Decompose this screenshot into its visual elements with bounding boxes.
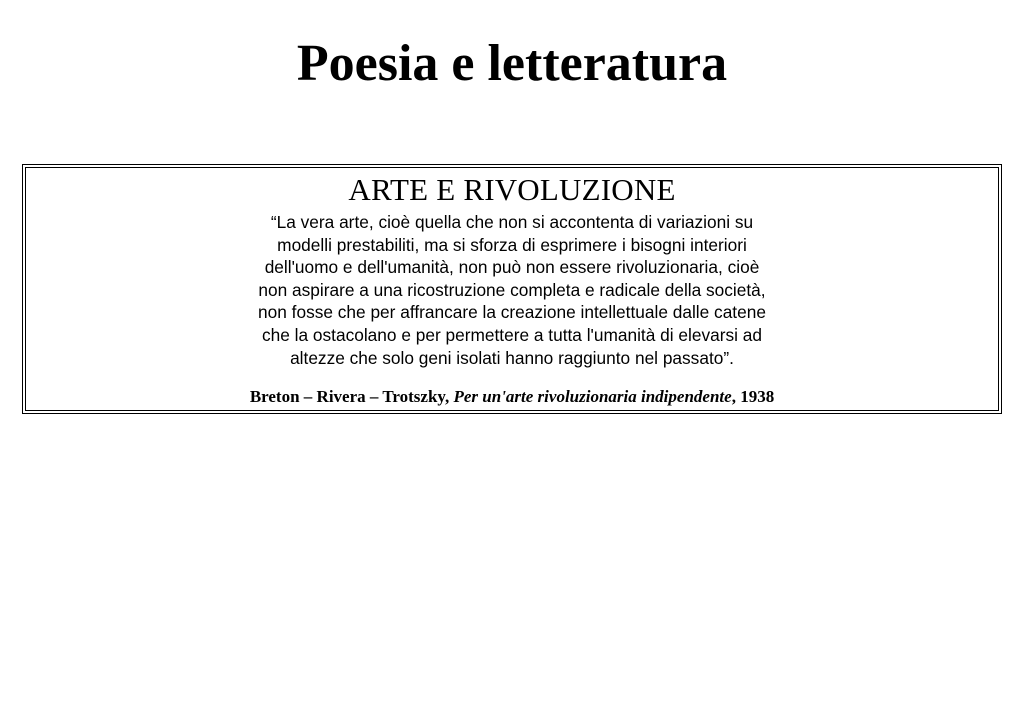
quote-text [23, 211, 1001, 369]
box-heading: ARTE E RIVOLUZIONE [348, 172, 676, 207]
citation-work: Per un'arte rivoluzionaria indipendente [453, 387, 732, 407]
citation [23, 386, 1001, 408]
citation-authors: Breton – Rivera – Trotszky, [249, 387, 454, 407]
page-title: Poesia e letteratura [296, 35, 728, 92]
quote-line: che la ostacolano e per permettere a tutta l'umanità di elevarsi ad [262, 324, 762, 345]
quote-line: non fosse che per affrancare la creazione intellettuale dalle catene [258, 302, 766, 323]
quote-line: altezze che solo geni isolati hanno raggiunto nel passato”. [290, 347, 734, 368]
quote-line: modelli prestabiliti, ma si sforza di esprimere i bisogni interiori [277, 234, 747, 255]
quote-line: “La vera arte, cioè quella che non si accontenta di variazioni su [270, 212, 754, 232]
quote-box [22, 164, 1002, 414]
quote-line: dell'uomo e dell'umanità, non può non essere rivoluzionaria, cioè [264, 257, 760, 278]
quote-line: non aspirare a una ricostruzione completa e radicale della società, [258, 279, 766, 300]
citation-year: , 1938 [731, 387, 775, 407]
